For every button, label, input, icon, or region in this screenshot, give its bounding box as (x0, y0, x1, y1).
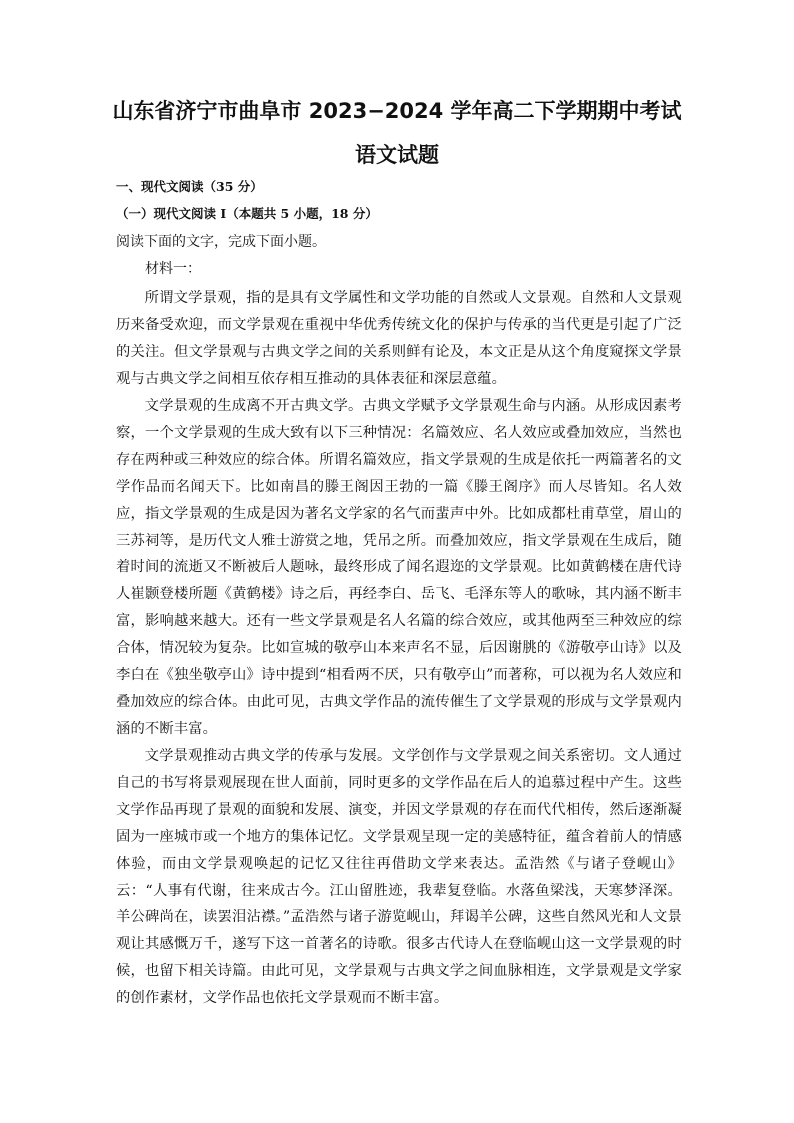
paragraph-3: 文学景观推动古典文学的传承与发展。文学创作与文学景观之间关系密切。文人通过自己的书写将景观展现在世人面前，同时更多的文学作品在后人的追慕过程中产生。这些文学作品再现了景观的面貌和发展、演变，并因文学景观的存在而代代相传，然后逐渐凝固为一座城市或一个地方的集体记忆。文学景观呈现一定的美感特征，蕴含着前人的情感体验，而由文学景观唤起的记忆又往往再借助文学来表达。孟浩然《与诸子登岘山》云：“人事有代谢，往来成古今。江山留胜迹，我辈复登临。水落鱼梁浅，天寒梦泽深。羊公碑尚在，读罢泪沾襟。”孟浩然与诸子游览岘山，拜谒羊公碑，这些自然风光和人文景观让其感慨万千，遂写下这一首著名的诗歌。很多古代诗人在登临岘山这一文学景观的时候，也留下相关诗篇。由此可见，文学景观与古典文学之间血脉相连，文学景观是文学家的创作素材，文学作品也依托文学景观而不断丰富。 (116, 748, 682, 1007)
subsection-heading: （一）现代文阅读 I（本题共 5 小题，18 分） (116, 206, 378, 221)
material-label: 材料一： (145, 261, 201, 277)
reading-instruction: 阅读下面的文字，完成下面小题。 (116, 234, 326, 250)
document-subtitle: 语文试题 (355, 143, 439, 167)
paragraph-1: 所谓文学景观，指的是具有文学属性和文学功能的自然或人文景观。自然和人文景观历来备受欢迎，而文学景观在重视中华优秀传统文化的保护与传承的当代更是引起了广泛的关注。但文学景观与古典文学之间的关系则鲜有论及，本文正是从这个角度窥探文学景观与古典文学之间相互依存相互推动的具体表征和深层意蕴。 (116, 290, 682, 387)
section-heading: 一、现代文阅读（35 分） (116, 179, 263, 194)
paragraph-2: 文学景观的生成离不开古典文学。古典文学赋予文学景观生命与内涵。从形成因素考察，一个文学景观的生成大致有以下三种情况：名篇效应、名人效应或叠加效应，当然也存在两种或三种效应的综合体。所谓名篇效应，指文学景观的生成是依托一两篇著名的文学作品而名闻天下。比如南昌的滕王阁因王勃的一篇《滕王阁序》而人尽皆知。名人效应，指文学景观的生成是因为著名文学家的名气而蜚声中外。比如成都杜甫草堂，眉山的三苏祠等，是历代文人雅士游赏之地，凭吊之所。而叠加效应，指文学景观在生成后，随着时间的流逝又不断被后人题咏，最终形成了闻名遐迩的文学景观。比如黄鹤楼在唐代诗人崔颢登楼所题《黄鹤楼》诗之后，再经李白、岳飞、毛泽东等人的歌咏，其内涵不断丰富，影响越来越大。还有一些文学景观是名人名篇的综合效应，或其他两至三种效应的综合体，情况较为复杂。比如宣城的敬亭山本来声名不显，后因谢朓的《游敬亭山诗》以及李白在《独坐敬亭山》诗中提到“相看两不厌，只有敬亭山”而著称，可以视为名人效应和叠加效应的综合体。由此可见，古典文学作品的流传催生了文学景观的形成与文学景观内涵的不断丰富。 (116, 398, 682, 737)
document-title: 山东省济宁市曲阜市 2023−2024 学年高二下学期期中考试 (112, 99, 682, 123)
